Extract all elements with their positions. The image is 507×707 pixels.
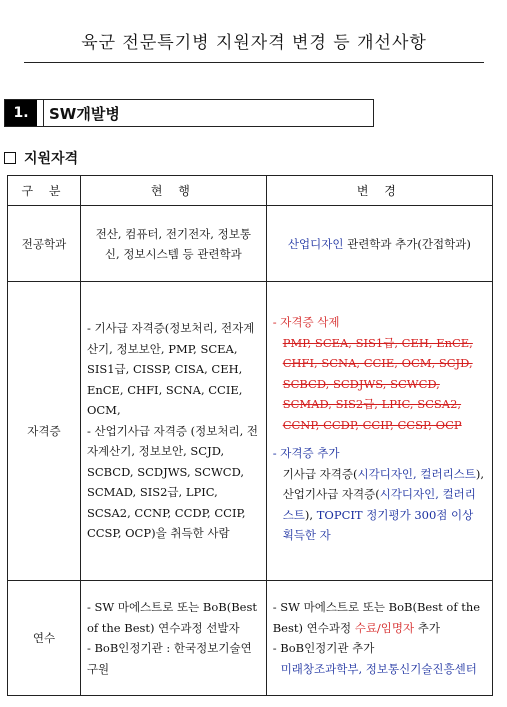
header-category: 구 분 (8, 176, 81, 206)
cert-change (266, 282, 492, 581)
table-row-major (8, 206, 493, 282)
training-current-2: - BoB인정기관 : 한국정보기술연구원 (86, 641, 252, 676)
training-change-2: - BoB인정기관 추가 (272, 641, 375, 655)
cert-add-part2: ), 산업기사급 자격증( (282, 466, 485, 502)
cert-delete-label: - 자격증 삭제 (272, 315, 340, 330)
section-header (4, 99, 374, 127)
major-change-highlight: 산업디자인 (287, 236, 344, 251)
training-change-1a: - SW 마에스트로 또는 BoB(Best of the Best) 연수과정 (272, 600, 481, 635)
subsection-title: 지원자격 (24, 151, 79, 167)
comparison-table (7, 175, 493, 696)
section-number: 1. (5, 100, 37, 126)
cert-current-eng: - 기사급 자격증(정보처리, 전자계산기, 정보보안, PMP, SCEA, SIS1급, CISSP, CISA, CEH, EnCE, CHFI, SCNA, CCIE, OCM, (86, 321, 255, 418)
cert-add-highlight2: 시각디자인, 컬러리스트 (282, 487, 476, 522)
row-label-cert: 자격증 (8, 282, 81, 581)
section-title: SW개발병 (49, 105, 120, 123)
table-header-row (8, 176, 493, 206)
training-change (266, 581, 492, 696)
cert-current (80, 282, 266, 581)
cert-add-part1: 기사급 자격증( (282, 466, 358, 481)
training-change-3: 미래창조과학부, 정보통신기술진흥센터 (280, 661, 477, 676)
checkbox-square-icon (4, 152, 16, 164)
cert-add-highlight1: 시각디자인, 컬러리스트 (357, 466, 476, 481)
cert-add-topcit: TOPCIT 정기평가 300점 이상 획득한 자 (282, 507, 474, 543)
major-change-rest: 관련학과 추가(간접학과) (343, 236, 471, 251)
cert-add-label: - 자격증 추가 (272, 446, 340, 461)
cert-current-ind: - 산업기사급 자격증 (정보처리, 전자계산기, 정보보안, SCJD, SCBCD, SCDJWS, SCWCD, SCMAD, SIS2급, LPIC, SCSA2, CCNP, CCDP, CCIP, CCSP, OCP)을 취득한 사람 (86, 423, 259, 541)
header-change: 변 경 (266, 176, 492, 206)
subsection-heading (4, 148, 78, 168)
training-change-1c: 추가 (414, 620, 441, 635)
page-title: 육군 전문특기병 지원자격 변경 등 개선사항 (81, 33, 427, 53)
training-current-1: - SW 마에스트로 또는 BoB(Best of the Best) 연수과정 선발자 (86, 600, 257, 635)
cert-add-text (273, 464, 486, 546)
row-label-training: 연수 (8, 581, 81, 696)
cert-add-part3: ), (304, 507, 314, 522)
table-row-training (8, 581, 493, 696)
section-divider (37, 100, 44, 126)
header-current: 현 행 (80, 176, 266, 206)
title-bar (24, 18, 484, 63)
training-change-1 (273, 597, 486, 638)
training-current (80, 581, 266, 696)
row-label-major: 전공학과 (8, 206, 81, 282)
training-change-highlight: 수료/임명자 (354, 620, 415, 635)
table-row-cert (8, 282, 493, 581)
cert-deleted-list: PMP, SCEA, SIS1급, CEH, EnCE, CHFI, SCNA, CCIE, OCM, SCJD, SCBCD, SCDJWS, SCWCD, SCMAD, SIS2급, LPIC, SCSA2, CCNP, CCDP, CCIP, CCSP, OCP (282, 335, 473, 432)
major-current: 전산, 컴퓨터, 전기전자, 정보통신, 정보시스템 등 관련학과 (80, 206, 266, 282)
major-change (266, 206, 492, 282)
